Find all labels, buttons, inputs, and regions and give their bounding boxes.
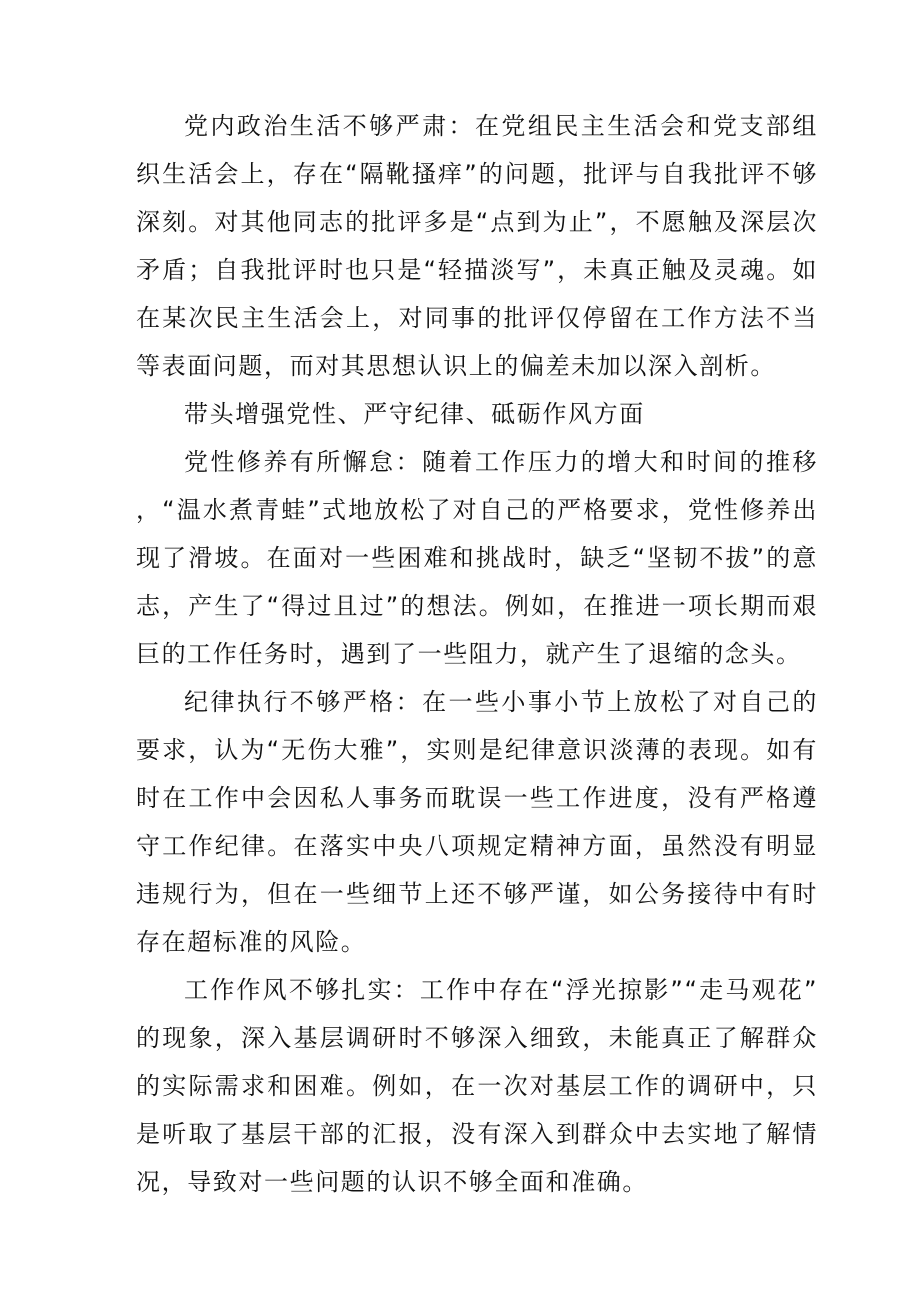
paragraph-political-life: 党内政治生活不够严肃：在党组民主生活会和党支部组织生活会上，存在“隔靴搔痒”的问题，批评与自我批评不够深刻。对其他同志的批评多是“点到为止”，不愿触及深层次矛盾；自我批评时也只是“轻描淡写”，未真正触及灵魂。如在某次民主生活会上，对同事的批评仅停留在工作方法不当等表面问题，而对其思想认识上的偏差未加以深入剖析。 [136, 112, 818, 380]
paragraph-party-cultivation: 党性修养有所懈怠：随着工作压力的增大和时间的推移，“温水煮青蛙”式地放松了对自己的严格要求，党性修养出现了滑坡。在面对一些困难和挑战时，缺乏“坚韧不拔”的意志，产生了“得过且过”的想法。例如，在推进一项长期而艰巨的工作任务时，遇到了一些阻力，就产生了退缩的念头。 [136, 448, 818, 668]
paragraph-discipline: 纪律执行不够严格：在一些小事小节上放松了对自己的要求，认为“无伤大雅”，实则是纪律意识淡薄的表现。如有时在工作中会因私人事务而耽误一些工作进度，没有严格遵守工作纪律。在落实中央八项规定精神方面，虽然没有明显违规行为，但在一些细节上还不够严谨，如公务接待中有时存在超标准的风险。 [136, 688, 818, 956]
section-heading-party-spirit: 带头增强党性、严守纪律、砥砺作风方面 [184, 400, 645, 428]
document-body [136, 102, 818, 1206]
paragraph-work-style: 工作作风不够扎实：工作中存在“浮光掠影”“走马观花”的现象，深入基层调研时不够深入细致，未能真正了解群众的实际需求和困难。例如，在一次对基层工作的调研中，只是听取了基层干部的汇报，没有深入到群众中去实地了解情况，导致对一些问题的认识不够全面和准确。 [136, 976, 818, 1196]
